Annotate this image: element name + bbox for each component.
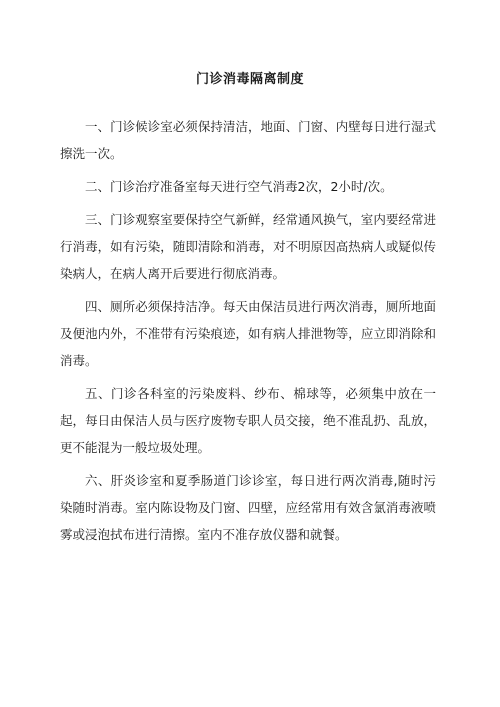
document-title: 门诊消毒隔离制度: [195, 72, 304, 87]
paragraph-5: 五、门诊各科室的污染废料、纱布、棉球等，必须集中放在一起，每日由保洁人员与医疗废物专职人员交接，绝不准乱扔、乱放，更不能混为一般垃圾处理。: [60, 386, 436, 455]
paragraph-1: 一、门诊候诊室必须保持清洁，地面、门窗、内壁每日进行湿式擦洗一次。: [60, 119, 436, 161]
paragraph-4: 四、厕所必须保持洁净。每天由保洁员进行两次消毒，厕所地面及便池内外，不准带有污染痕迹，如有病人排泄物等，应立即消除和消毒。: [60, 299, 436, 368]
paragraph-2: 二、门诊治疗准备室每天进行空气消毒2次，2小时/次。: [85, 179, 393, 194]
document-body: [60, 113, 436, 554]
paragraph-3: 三、门诊观察室要保持空气新鲜，经常通风换气，室内要经常进行消毒，如有污染，随即清除和消毒，对不明原因高热病人或疑似传染病人，在病人离开后要进行彻底消毒。: [60, 212, 436, 281]
paragraph-6: 六、肝炎诊室和夏季肠道门诊诊室，每日进行两次消毒,随时污染随时消毒。室内陈设物及门窗、四壁，应经常用有效含氯消毒液喷雾或浸泡拭布进行清擦。室内不准存放仪器和就餐。: [60, 473, 436, 542]
